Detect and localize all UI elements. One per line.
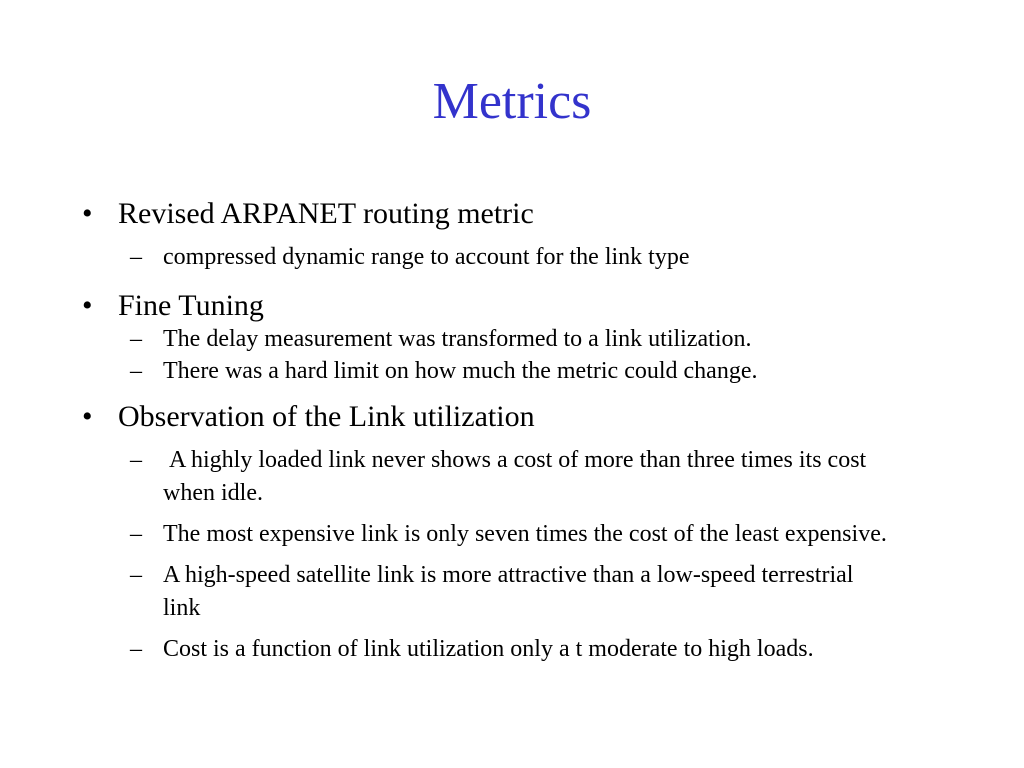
sub-bullet-item — [80, 324, 973, 354]
sub-bullet-marker: – — [130, 358, 142, 384]
bullet-text: Observation of the Link utilization — [118, 400, 535, 433]
sub-bullet-item — [80, 633, 973, 666]
bullet-text: Revised ARPANET routing metric — [118, 197, 534, 230]
bullet-item — [80, 288, 960, 324]
sub-bullet-marker: – — [130, 521, 142, 547]
slide-title: Metrics — [432, 73, 592, 130]
sub-bullet-text: There was a hard limit on how much the metric could change. — [163, 358, 758, 384]
sub-bullet-text: Cost is a function of link utilization only a t moderate to high loads. — [163, 636, 814, 662]
sub-bullet-marker: – — [130, 636, 142, 662]
sub-bullet-item — [80, 559, 883, 625]
bullet-marker: • — [82, 289, 93, 322]
sub-bullet-marker: – — [130, 326, 142, 352]
bullet-item — [80, 196, 960, 232]
sub-bullet-text: The delay measurement was transformed to a link utilization. — [163, 326, 752, 352]
sub-bullet-text: A highly loaded link never shows a cost of more than three times its cost when idle. — [163, 447, 873, 506]
sub-bullet-text: A high-speed satellite link is more attractive than a low-speed terrestrial link — [163, 562, 854, 621]
bullet-marker: • — [82, 400, 93, 433]
bullet-marker: • — [82, 197, 93, 230]
sub-bullet-item — [80, 444, 908, 510]
sub-bullet-text: compressed dynamic range to account for the link type — [163, 244, 690, 270]
sub-bullet-marker: – — [130, 244, 142, 270]
bullet-text: Fine Tuning — [118, 289, 264, 322]
sub-bullet-item — [80, 241, 973, 274]
sub-bullet-text: The most expensive link is only seven times the cost of the least expensive. — [163, 521, 887, 547]
sub-bullet-marker: – — [130, 447, 142, 473]
bullet-list — [80, 196, 960, 666]
sub-bullet-item — [80, 518, 908, 551]
bullet-item — [80, 399, 960, 435]
sub-bullet-item — [80, 356, 973, 386]
sub-bullet-marker: – — [130, 562, 142, 588]
